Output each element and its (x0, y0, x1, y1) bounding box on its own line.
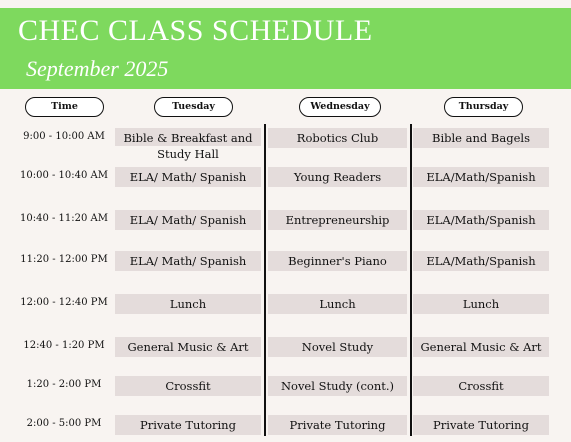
tuesday-class (115, 294, 261, 314)
header-thursday: Thursday (444, 97, 523, 117)
thursday-class (413, 376, 549, 396)
header-wednesday: Wednesday (299, 97, 381, 117)
wednesday-class (268, 337, 407, 357)
time-slot: 12:40 - 1:20 PM (23, 340, 105, 351)
class-name: Lunch (169, 297, 207, 311)
time-slot: 11:20 - 12:00 PM (20, 254, 108, 265)
class-name: General Music & Art (127, 340, 249, 354)
class-name: Crossfit (458, 379, 504, 393)
class-name: Private Tutoring (433, 418, 529, 432)
time-slot: 10:00 - 10:40 AM (19, 170, 108, 181)
class-name: Lunch (462, 297, 500, 311)
class-name: Private Tutoring (140, 418, 236, 432)
class-name: Young Readers (293, 170, 382, 184)
column-divider (410, 124, 412, 436)
time-slot: 1:20 - 2:00 PM (26, 379, 102, 390)
class-name: Beginner's Piano (288, 254, 387, 268)
thursday-class (413, 337, 549, 357)
page-subtitle: September 2025 (26, 56, 169, 81)
tuesday-class (115, 337, 261, 357)
tuesday-class (115, 210, 261, 230)
tuesday-class (115, 415, 261, 435)
class-name: Crossfit (165, 379, 211, 393)
page-title: CHEC CLASS SCHEDULE (18, 14, 373, 47)
tuesday-class (115, 251, 261, 271)
class-name: Novel Study (301, 340, 374, 354)
thursday-class (413, 294, 549, 314)
thursday-class (413, 251, 549, 271)
wednesday-class (268, 251, 407, 271)
class-name: ELA/Math/Spanish (426, 213, 536, 227)
header-time: Time (25, 97, 104, 117)
thursday-class (413, 167, 549, 187)
class-name: Bible and Bagels (432, 131, 530, 145)
thursday-class (413, 415, 549, 435)
class-name: Lunch (319, 297, 356, 311)
class-name: ELA/ Math/ Spanish (129, 170, 247, 184)
class-name: ELA/ Math/ Spanish (129, 254, 247, 268)
wednesday-class (268, 210, 407, 230)
class-name: ELA/Math/Spanish (426, 170, 536, 184)
wednesday-class (268, 415, 407, 435)
header-tuesday: Tuesday (154, 97, 233, 117)
class-name: Novel Study (cont.) (280, 379, 395, 393)
time-slot: 9:00 - 10:00 AM (23, 131, 105, 142)
wednesday-class (268, 294, 407, 314)
class-name: ELA/Math/Spanish (426, 254, 536, 268)
time-slot: 2:00 - 5:00 PM (26, 418, 102, 429)
time-slot: 10:40 - 11:20 AM (19, 213, 108, 224)
thursday-class (413, 128, 549, 148)
wednesday-class (268, 128, 407, 148)
wednesday-class (268, 376, 407, 396)
class-name: Robotics Club (296, 131, 379, 145)
tuesday-class (115, 167, 261, 187)
class-name: General Music & Art (420, 340, 542, 354)
time-slot: 12:00 - 12:40 PM (20, 297, 108, 308)
column-divider (264, 124, 266, 436)
class-name: Private Tutoring (289, 418, 386, 432)
tuesday-class (115, 128, 261, 161)
tuesday-class (115, 376, 261, 396)
thursday-class (413, 210, 549, 230)
class-name: ELA/ Math/ Spanish (129, 213, 247, 227)
class-name: Bible & Breakfast and Study Hall (123, 131, 253, 161)
wednesday-class (268, 167, 407, 187)
class-name: Entrepreneurship (285, 213, 390, 227)
